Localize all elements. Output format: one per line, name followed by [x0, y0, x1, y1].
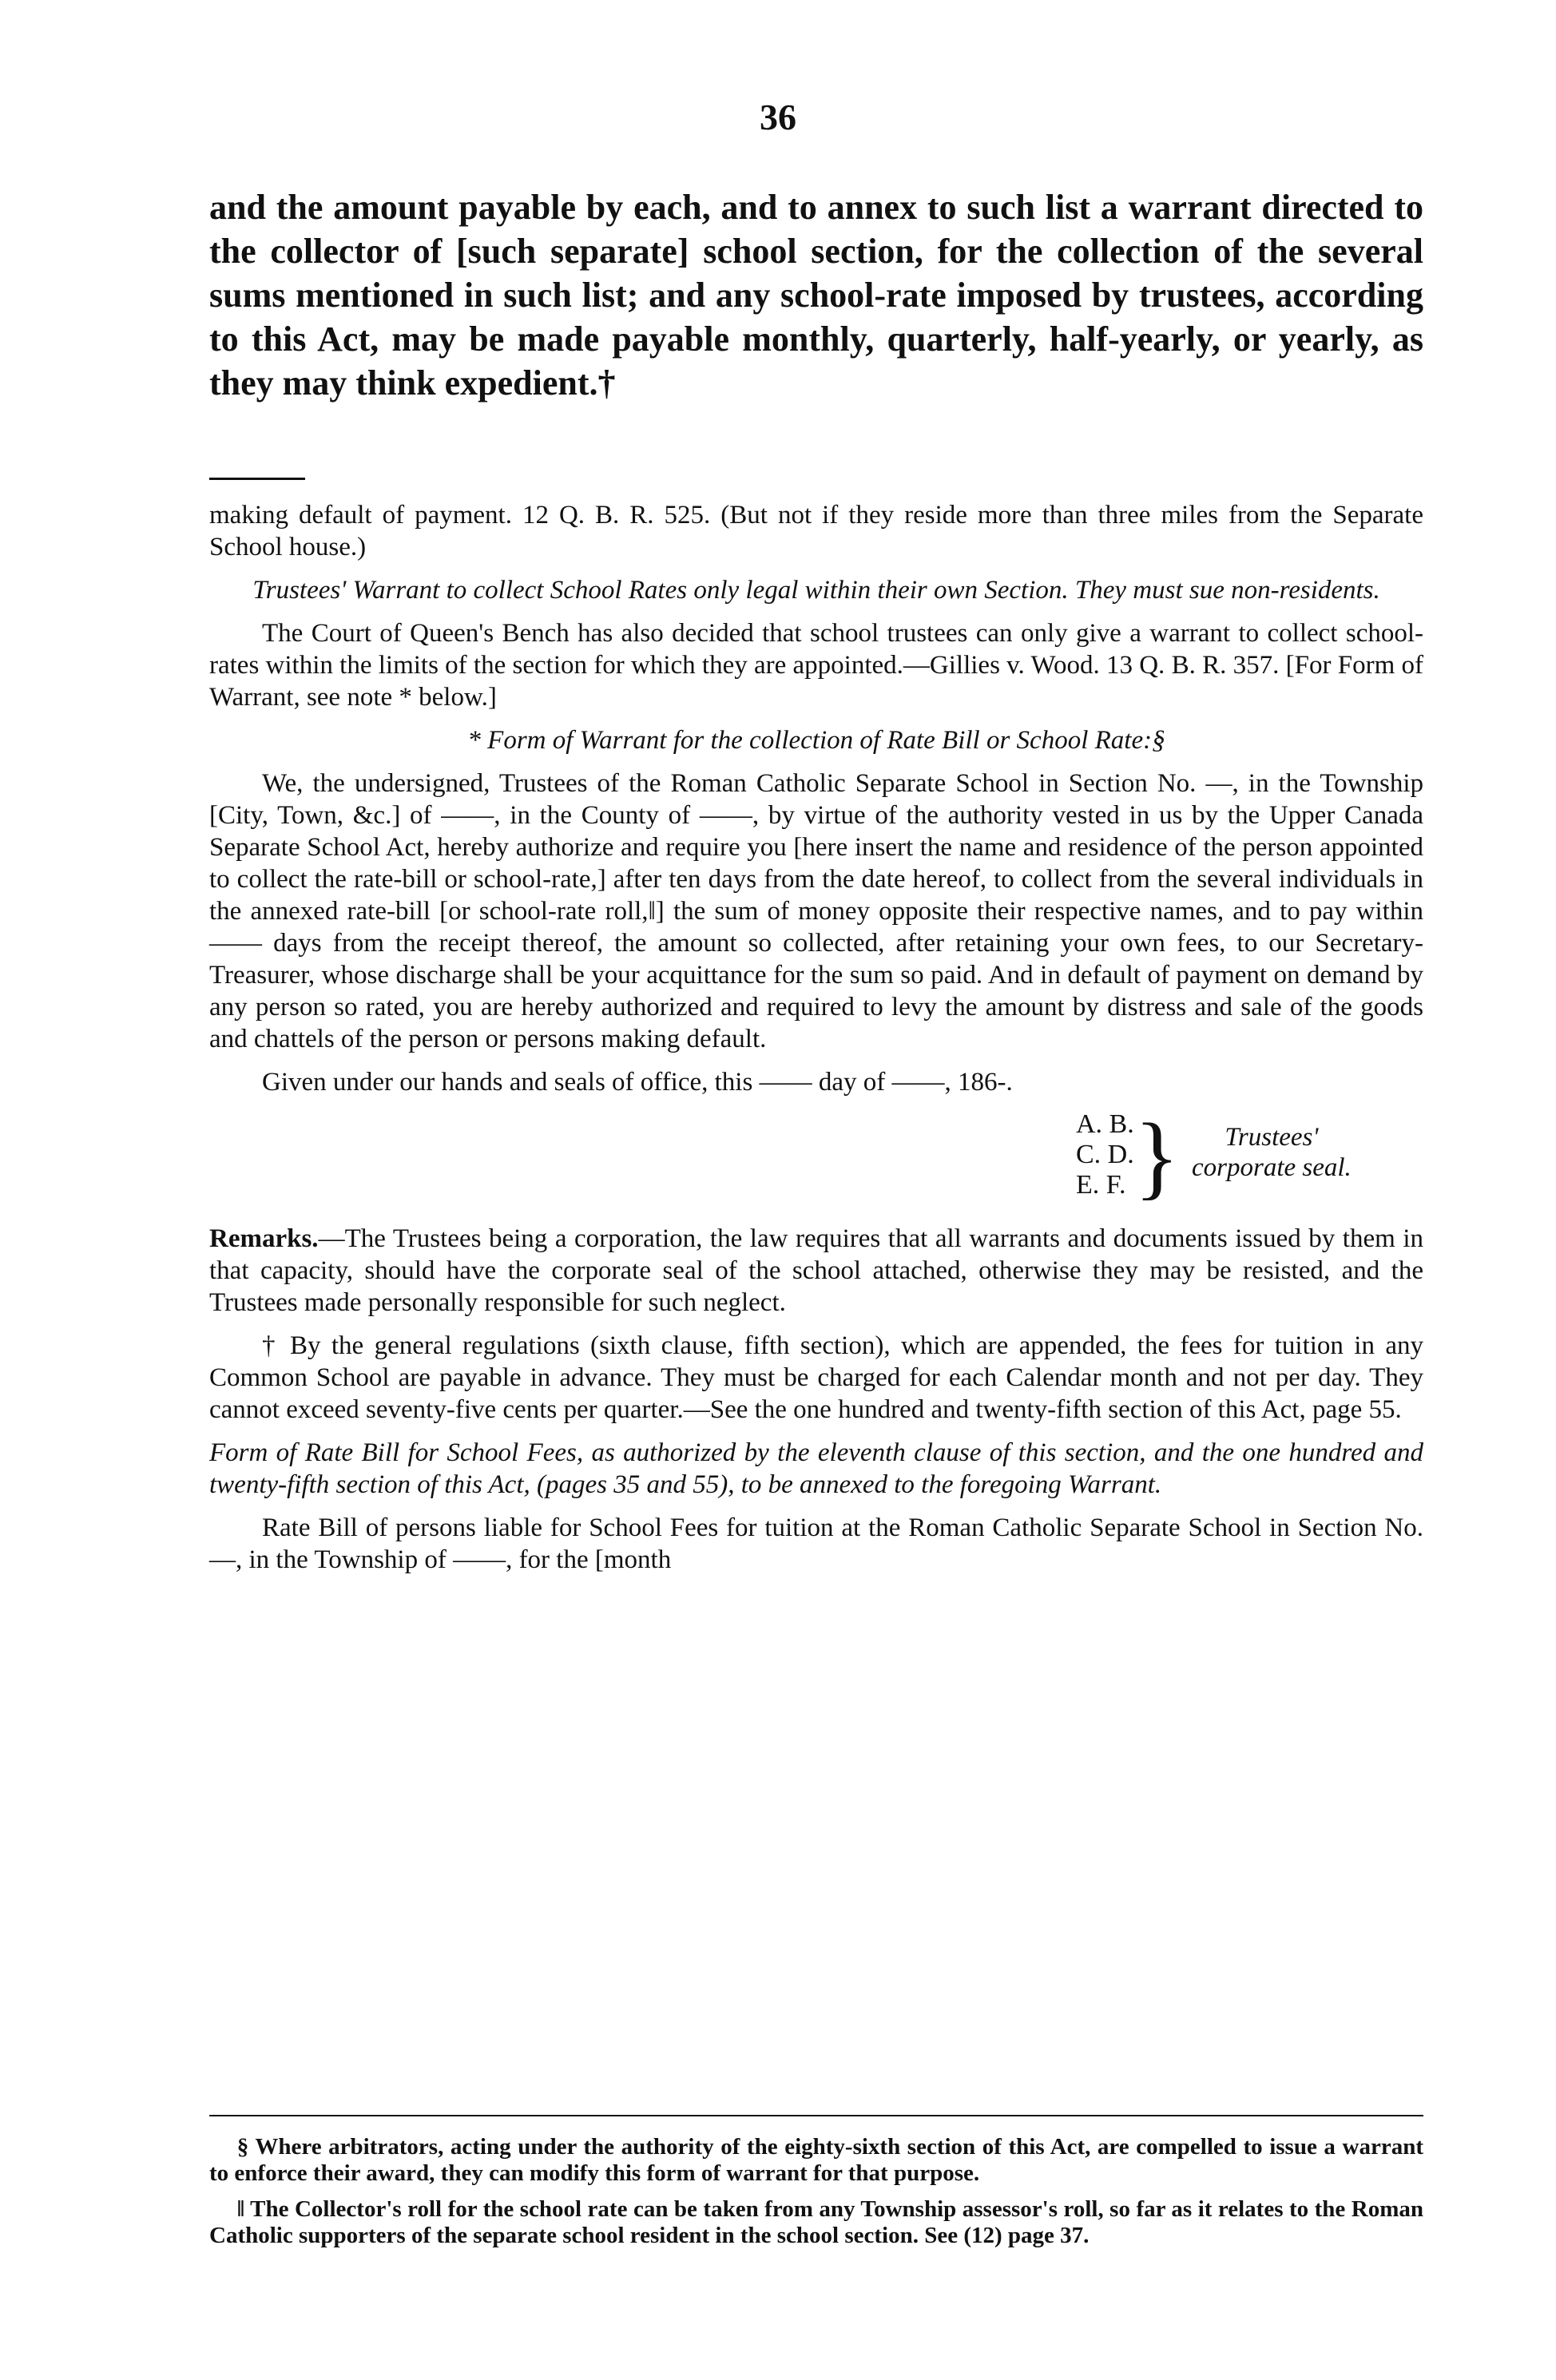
dagger-note: † By the general regulations (sixth clause, fifth section), which are appended, the fees for tuition in any Common School are payable in advance. They must be charged for each Calendar month and not per day. They cannot exceed seventy-five cents per quarter.—See the one hundred and twenty-fifth section of this Act, page 55.: [209, 1331, 1423, 1424]
brace-glyph: }: [1134, 1104, 1180, 1208]
footnotes-block: [209, 2134, 1423, 2259]
main-text-block: [209, 185, 1423, 405]
rate-bill-form-heading: Form of Rate Bill for School Fees, as authorized by the eleventh clause of this section, and the one hundred and twenty-fifth section of this Act, (pages 35 and 55), to be annexed to the foregoing Warrant.: [209, 1438, 1423, 1499]
given-line: Given under our hands and seals of office, this —— day of ——, 186-.: [262, 1068, 1013, 1097]
page-number: 36: [760, 97, 796, 137]
remarks-label: Remarks.: [209, 1224, 319, 1253]
remarks-paragraph: [209, 1223, 1423, 1319]
signatory: A. B.: [1076, 1109, 1134, 1139]
short-rule: [209, 478, 305, 480]
form-warrant-heading: * Form of Warrant for the collection of Rate Bill or School Rate:§: [467, 726, 1165, 755]
signatory-list: [1076, 1109, 1134, 1200]
footnote-parallel: ‖ The Collector's roll for the school rate can be taken from any Township assessor's roll, so far as it relates to the Roman Catholic supporters of the separate school resident in the school section. See (12) page 37.: [209, 2196, 1423, 2248]
corporate-seal-label: corporate seal.: [1192, 1153, 1352, 1182]
warrant-text: We, the undersigned, Trustees of the Roman Catholic Separate School in Section No. —, in the Township [City, Town, &c.] of ——, in the County of ——, by virtue of the authority vested in us by the Upper Canada Separate School Act, hereby authorize and require you [here insert the name and residence of the person appointed to collect the rate-bill or school-rate,] after ten days from the date hereof, to collect from the several individuals in the annexed rate-bill [or school-rate roll,‖] the sum of money opposite their respective names, and to pay within —— days from the receipt thereof, the amount so collected, after retaining your own fees, to our Secretary-Treasurer, whose discharge shall be your acquittance for the sum so paid. And in default of payment on demand by any person so rated, you are hereby authorized and required to levy the amount by distress and sale of the goods and chattels of the person or persons making default.: [209, 769, 1423, 1053]
footnote-rule: [209, 2115, 1423, 2116]
signatory: C. D.: [1076, 1140, 1134, 1169]
warrant-heading: Trustees' Warrant to collect School Rates only legal within their own Section. They must sue non-residents.: [252, 576, 1380, 605]
footnote-section: § Where arbitrators, acting under the authority of the eighty-sixth section of this Act, are compelled to issue a warrant to enforce their award, they can modify this form of warrant for that purpose.: [209, 2134, 1423, 2186]
remarks-text: —The Trustees being a corporation, the law requires that all warrants and documents issued by them in that capacity, should have the corporate seal of the school attached, otherwise they may be resisted, and the Trustees made personally responsible for such neglect.: [209, 1224, 1423, 1317]
notes-block: [209, 499, 1423, 1587]
seal-label: [1192, 1122, 1352, 1183]
main-paragraph: and the amount payable by each, and to annex to such list a warrant directed to the collector of [such separate] school section, for the collection of the several sums mentioned in such list; and any school-rate imposed by trustees, according to this Act, may be made payable monthly, quarterly, half-yearly, or yearly, as they may think expedient.†: [209, 188, 1423, 403]
court-paragraph: The Court of Queen's Bench has also decided that school trustees can only give a warrant to collect school-rates within the limits of the section for which they are appointed.—Gillies v. Wood. 13 Q. B. R. 357. [For Form of Warrant, see note * below.]: [209, 619, 1423, 712]
signatory: E. F.: [1076, 1170, 1126, 1200]
continuation-note: making default of payment. 12 Q. B. R. 525. (But not if they reside more than three miles from the Separate School house.): [209, 501, 1423, 561]
rate-bill-text: Rate Bill of persons liable for School Fees for tuition at the Roman Catholic Separate School in Section No. —, in the Township of ——, for the [month: [209, 1513, 1423, 1574]
trustees-label: Trustees': [1225, 1123, 1319, 1152]
signature-block: [209, 1104, 1423, 1215]
